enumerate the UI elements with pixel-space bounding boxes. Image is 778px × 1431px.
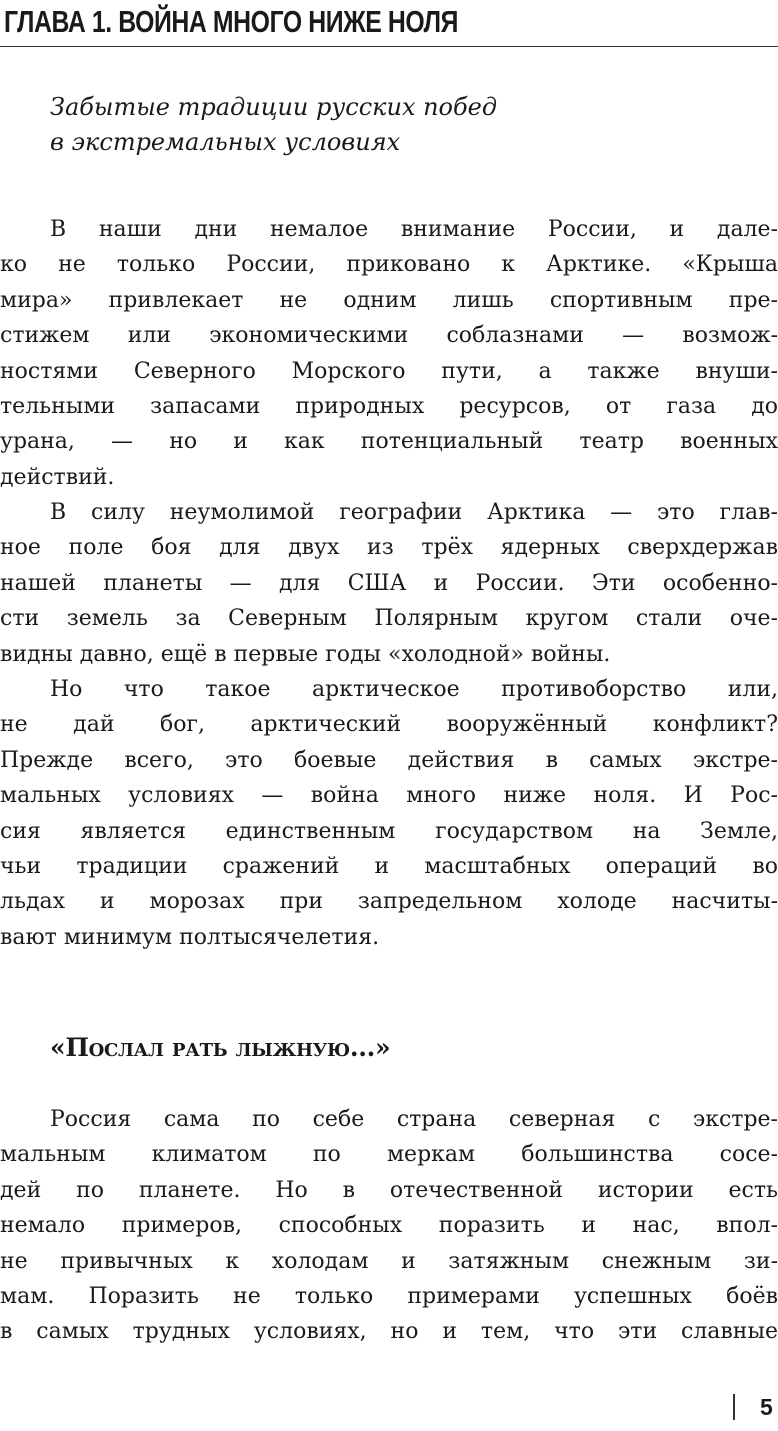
text-line: Россия сама по себе страна северная с экстре- bbox=[50, 1107, 778, 1132]
page-number: 5 bbox=[760, 1394, 773, 1420]
text-line: не дай бог, арктический вооружённый конфликт? bbox=[0, 712, 778, 738]
section-heading: «Послал рать лыжную...» bbox=[50, 1033, 391, 1062]
text-line: В наши дни немалое внимание России, и дале- bbox=[50, 217, 778, 242]
epigraph-line: в экстремальных условиях bbox=[50, 128, 401, 156]
text-line: Прежде всего, это боевые действия в самых экстре- bbox=[0, 747, 778, 773]
epigraph bbox=[50, 90, 497, 160]
text-line: ное поле боя для двух из трёх ядерных сверхдержав bbox=[0, 535, 778, 561]
text-line: дей по планете. Но в отечественной истории есть bbox=[0, 1177, 778, 1203]
text-line: ко не только России, приковано к Арктике. «Крыша bbox=[0, 252, 778, 278]
text-line: ностями Северного Морского пути, а также внуши- bbox=[0, 358, 778, 384]
text-line: стижем или экономическими соблазнами — возмож- bbox=[0, 323, 778, 349]
chapter-title: ГЛАВА 1. ВОЙНА МНОГО НИЖЕ НОЛЯ bbox=[4, 4, 459, 39]
text-line: чьи традиции сражений и масштабных операций во bbox=[0, 854, 778, 880]
epigraph-line: Забытые традиции русских побед bbox=[50, 93, 498, 121]
text-line: сия является единственным государством на Земле, bbox=[0, 818, 778, 844]
text-line: мам. Поразить не только примерами успешных боёв bbox=[0, 1284, 778, 1310]
text-line: в самых трудных условиях, но и тем, что эти славные bbox=[0, 1319, 778, 1345]
running-head bbox=[0, 0, 778, 47]
paragraph-1 bbox=[0, 212, 778, 495]
text-line: сти земель за Северным Полярным кругом стали оче- bbox=[0, 606, 778, 632]
text-line: Но что такое арктическое противоборство или, bbox=[50, 677, 778, 702]
folio-divider bbox=[733, 1394, 735, 1420]
text-line: действий. bbox=[0, 464, 115, 490]
text-line: урана, — но и как потенциальный театр военных bbox=[0, 429, 778, 455]
paragraph-4 bbox=[0, 1102, 778, 1350]
text-line: не привычных к холодам и затяжным снежным зи- bbox=[0, 1248, 778, 1274]
paragraph-2 bbox=[0, 495, 778, 672]
text-line: мальных условиях — война много ниже ноля. И Рос- bbox=[0, 783, 778, 809]
text-line: нашей планеты — для США и России. Эти особенно- bbox=[0, 570, 778, 596]
text-line: немало примеров, способных поразить и нас, впол- bbox=[0, 1213, 778, 1239]
text-line: В силу неумолимой географии Арктика — это глав- bbox=[50, 500, 778, 525]
text-line: льдах и морозах при запредельном холоде насчиты- bbox=[0, 889, 778, 915]
paragraph-3 bbox=[0, 672, 778, 955]
text-line: мальным климатом по меркам большинства сосе- bbox=[0, 1142, 778, 1168]
text-line: тельными запасами природных ресурсов, от газа до bbox=[0, 394, 778, 420]
text-line: вают минимум полтысячелетия. bbox=[0, 924, 380, 950]
text-line: мира» привлекает не одним лишь спортивным пре- bbox=[0, 287, 778, 313]
text-line: видны давно, ещё в первые годы «холодной» войны. bbox=[0, 641, 611, 667]
